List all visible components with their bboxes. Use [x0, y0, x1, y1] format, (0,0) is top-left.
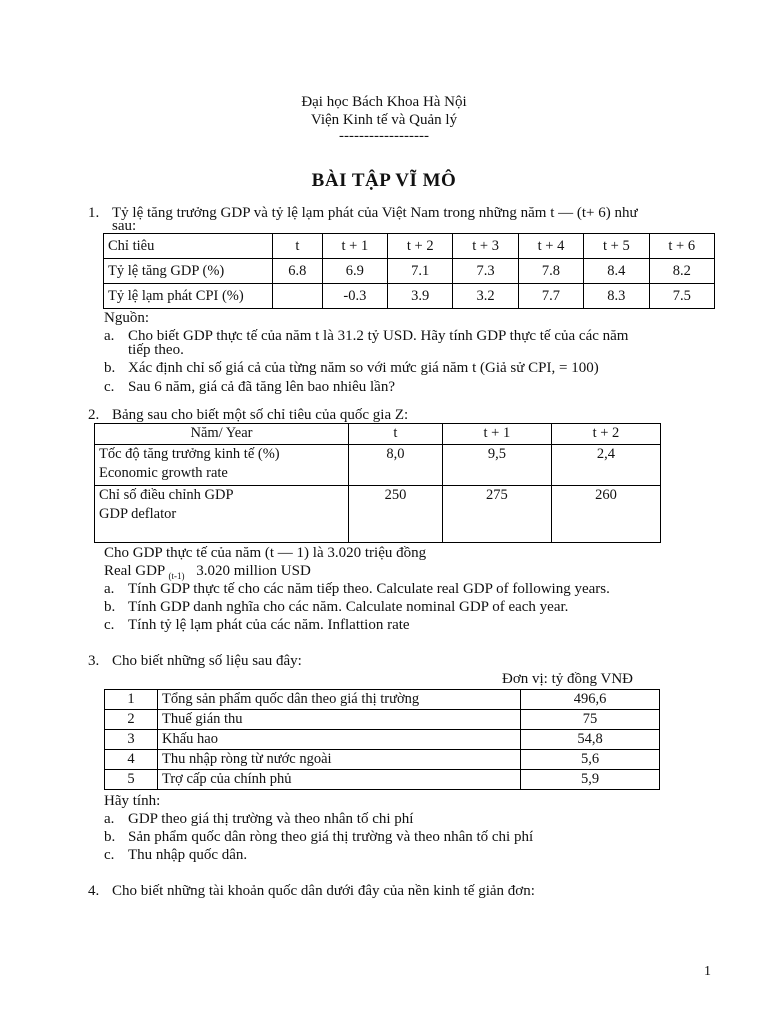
table-header-row [95, 424, 661, 445]
item-label: a. [104, 328, 115, 344]
table-cell [95, 486, 349, 543]
table-header-cell: t + 2 [388, 234, 453, 259]
table-cell: 8.2 [649, 259, 714, 284]
table-cell: 3 [105, 730, 158, 750]
page-number: 1 [704, 964, 711, 979]
table-cell: 4 [105, 750, 158, 770]
table-cell: 6.8 [273, 259, 323, 284]
table-row [104, 284, 715, 309]
table-cell: 2,4 [551, 445, 660, 486]
item-label: c. [104, 617, 115, 633]
item-label: b. [104, 829, 116, 845]
table-cell: 8.3 [584, 284, 649, 309]
row-label-vi: Chỉ số điều chỉnh GDP [99, 487, 234, 503]
university-name: Đại học Bách Khoa Hà Nội [301, 94, 467, 110]
table-cell: 7.5 [649, 284, 714, 309]
question-number: 1. [88, 205, 100, 221]
list-item [104, 359, 599, 377]
question-number: 4. [88, 883, 100, 899]
given-subscript: (t-1) [168, 571, 185, 581]
table-header-cell: t + 3 [453, 234, 518, 259]
list-item [104, 810, 413, 828]
table-cell: 3.9 [388, 284, 453, 309]
item-label: b. [104, 360, 116, 376]
table-cell: 5 [105, 770, 158, 790]
growth-inflation-table [103, 233, 715, 309]
item-text: Xác định chỉ số giá cả của từng năm so với mức giá năm t (Giả sử CPI, = 100) [128, 360, 599, 376]
table-cell: 2 [105, 710, 158, 730]
item-label: c. [104, 379, 115, 395]
row-label-vi: Tốc độ tăng trưởng kinh tế (%) [99, 446, 280, 462]
table-header-cell: t [349, 424, 443, 445]
table-cell: Tỷ lệ tăng GDP (%) [104, 259, 273, 284]
table-cell: 275 [442, 486, 551, 543]
source-label: Nguồn: [104, 310, 149, 326]
item-label: a. [104, 581, 115, 597]
question-number: 3. [88, 653, 100, 669]
table-header-cell: t + 6 [649, 234, 714, 259]
list-item [104, 378, 395, 396]
list-item [104, 846, 247, 864]
table-cell [95, 445, 349, 486]
institute-name: Viện Kinh tế và Quản lý [310, 112, 458, 128]
question-3 [88, 652, 302, 670]
item-text: Sản phẩm quốc dân ròng theo giá thị trường và theo nhân tố chi phí [128, 829, 534, 845]
table-cell: 1 [105, 690, 158, 710]
table-cell: 7.8 [518, 259, 583, 284]
country-z-table [94, 423, 661, 543]
table-header-cell: t [273, 234, 323, 259]
given-real-gdp-vi: Cho GDP thực tế của năm (t — 1) là 3.020 triệu đồng [104, 545, 427, 561]
national-accounts-table [104, 689, 660, 790]
question-4 [88, 882, 535, 900]
table-row [104, 259, 715, 284]
table-cell: Trợ cấp của chính phủ [158, 770, 521, 790]
table-cell: Tổng sản phẩm quốc dân theo giá thị trường [158, 690, 521, 710]
item-label: c. [104, 847, 115, 863]
list-item [104, 598, 568, 616]
table-row [105, 750, 660, 770]
table-cell: 75 [521, 710, 660, 730]
table-cell: Khấu hao [158, 730, 521, 750]
table-cell: 6.9 [322, 259, 387, 284]
question-number: 2. [88, 407, 100, 423]
table-cell: Tỷ lệ lạm phát CPI (%) [104, 284, 273, 309]
item-text: Cho biết GDP thực tế của năm t là 31.2 tỷ USD. Hãy tính GDP thực tế của các năm [128, 328, 629, 344]
table-cell [273, 284, 323, 309]
table-row [95, 445, 661, 486]
item-text: Sau 6 năm, giá cả đã tăng lên bao nhiêu lần? [128, 379, 395, 395]
table-header-cell: t + 2 [551, 424, 660, 445]
table-cell: 54,8 [521, 730, 660, 750]
table-header-row [104, 234, 715, 259]
table-cell: 7.3 [453, 259, 518, 284]
table-header-cell: Năm/ Year [95, 424, 349, 445]
table-cell: 7.1 [388, 259, 453, 284]
item-text: Tính GDP thực tế cho các năm tiếp theo. Calculate real GDP of following years. [128, 581, 610, 597]
table-row [105, 730, 660, 750]
table-header-cell: t + 1 [442, 424, 551, 445]
item-text: GDP theo giá thị trường và theo nhân tố chi phí [128, 811, 414, 827]
prompt-label: Hãy tính: [104, 793, 161, 809]
table-cell: 250 [349, 486, 443, 543]
row-label-en: Economic growth rate [99, 465, 228, 481]
table-row [105, 690, 660, 710]
table-cell: Thuế gián thu [158, 710, 521, 730]
table-header-cell: t + 5 [584, 234, 649, 259]
table-cell: 8,0 [349, 445, 443, 486]
question-1 [88, 204, 638, 222]
list-item [104, 580, 610, 598]
table-cell: 496,6 [521, 690, 660, 710]
header-divider: ------------------ [339, 128, 429, 144]
item-text: Tính tỷ lệ lạm phát của các năm. Inflattion rate [128, 617, 410, 633]
list-item [104, 828, 533, 846]
table-cell: 260 [551, 486, 660, 543]
table-cell: 7.7 [518, 284, 583, 309]
question-1-continued: sau: [112, 218, 137, 234]
question-text: Bảng sau cho biết một số chỉ tiêu của quốc gia Z: [112, 407, 409, 423]
table-row [105, 710, 660, 730]
table-header-cell: Chỉ tiêu [104, 234, 273, 259]
list-item [104, 616, 410, 634]
list-item-continued: tiếp theo. [128, 342, 184, 358]
table-cell: 9,5 [442, 445, 551, 486]
table-cell: Thu nhập ròng từ nước ngoài [158, 750, 521, 770]
table-cell: -0.3 [322, 284, 387, 309]
item-label: a. [104, 811, 115, 827]
row-label-en: GDP deflator [99, 506, 177, 522]
page-title: BÀI TẬP VĨ MÔ [311, 170, 457, 191]
question-2 [88, 406, 408, 424]
table-header-cell: t + 4 [518, 234, 583, 259]
table-cell: 5,9 [521, 770, 660, 790]
table-header-cell: t + 1 [322, 234, 387, 259]
table-cell: 3.2 [453, 284, 518, 309]
table-row [105, 770, 660, 790]
given-value: 3.020 million USD [196, 563, 311, 579]
item-text: Tính GDP danh nghĩa cho các năm. Calculate nominal GDP of each year. [128, 599, 569, 615]
item-text: Thu nhập quốc dân. [128, 847, 248, 863]
unit-label: Đơn vị: tỷ đồng VNĐ [502, 671, 633, 687]
given-prefix: Real GDP [104, 563, 165, 579]
item-label: b. [104, 599, 116, 615]
question-text: Cho biết những tài khoản quốc dân dưới đây của nền kinh tế giản đơn: [112, 883, 535, 899]
table-cell: 5,6 [521, 750, 660, 770]
table-row [95, 486, 661, 543]
table-cell: 8.4 [584, 259, 649, 284]
question-text: Tỷ lệ tăng trưởng GDP và tỷ lệ lạm phát của Việt Nam trong những năm t — (t+ 6) như [112, 205, 638, 221]
question-text: Cho biết những số liệu sau đây: [112, 653, 302, 669]
